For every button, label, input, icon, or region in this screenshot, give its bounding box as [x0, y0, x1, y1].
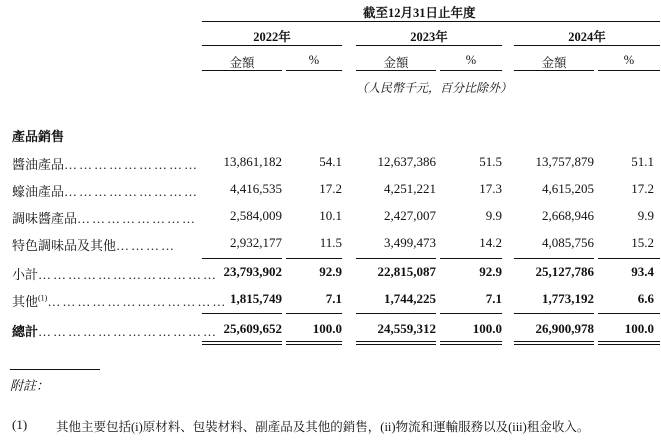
- col-pct-2024: %: [623, 53, 635, 67]
- year-2024-rule: [514, 45, 660, 46]
- value-2022: 1,815,749: [230, 291, 282, 306]
- total-double-rule-2024-amount: [514, 341, 594, 345]
- value-2022: 25,609,652: [223, 321, 282, 336]
- value-2023: 2,427,007: [384, 208, 436, 223]
- total-rule-2023-pct: [440, 313, 502, 314]
- year-2024-heading: 2024年: [568, 30, 606, 44]
- subtotal-rule-2023-amount: [356, 258, 436, 259]
- pct-2022: 7.1: [325, 291, 342, 306]
- notes-separator: [10, 369, 100, 370]
- value-2023: 1,744,225: [384, 291, 436, 306]
- total-rule-2024-pct: [598, 313, 660, 314]
- pct-2023: 92.9: [479, 264, 502, 279]
- total-double-rule-2023-amount: [356, 341, 436, 345]
- col-rule-amount-2024: [514, 70, 594, 71]
- col-rule-pct-2022: [286, 70, 342, 71]
- total-rule-2023-amount: [356, 313, 436, 314]
- pct-2023: 14.2: [479, 235, 502, 250]
- value-2023: 4,251,221: [384, 181, 436, 196]
- pct-2022: 92.9: [319, 264, 342, 279]
- year-2022-rule: [202, 45, 342, 46]
- row-label: 特色調味品及其他…………: [12, 238, 177, 253]
- pct-2023: 17.3: [479, 181, 502, 196]
- col-pct-2023: %: [465, 53, 477, 67]
- pct-2022: 17.2: [319, 181, 342, 196]
- total-rule-2024-amount: [514, 313, 594, 314]
- pct-2023: 51.5: [479, 154, 502, 169]
- col-amount-2022: 金額: [229, 56, 255, 70]
- subtotal-rule-2024-amount: [514, 258, 594, 259]
- value-2022: 23,793,902: [223, 264, 282, 279]
- pct-2024: 9.9: [637, 208, 654, 223]
- pct-2024: 100.0: [624, 321, 654, 336]
- col-pct-2022: %: [308, 53, 320, 67]
- row-label: 調味醬產品……………………: [12, 211, 198, 226]
- subtotal-rule-2022-pct: [286, 258, 342, 259]
- period-heading: 截至12月31日止年度: [363, 6, 476, 20]
- pct-2023: 9.9: [485, 208, 502, 223]
- row-label: 醬油產品………………………: [12, 157, 200, 172]
- pct-2022: 11.5: [319, 235, 342, 250]
- pct-2024: 93.4: [631, 264, 654, 279]
- value-2024: 26,900,978: [535, 321, 594, 336]
- value-2023: 3,499,473: [384, 235, 436, 250]
- col-rule-amount-2023: [356, 70, 436, 71]
- pct-2022: 100.0: [312, 321, 342, 336]
- note-marker: (1): [12, 417, 28, 432]
- value-2023: 24,559,312: [377, 321, 436, 336]
- col-rule-pct-2023: [440, 70, 502, 71]
- pct-2023: 100.0: [472, 321, 502, 336]
- subtotal-rule-2024-pct: [598, 258, 660, 259]
- value-2022: 2,584,009: [230, 208, 282, 223]
- col-rule-amount-2022: [202, 70, 282, 71]
- value-2024: 1,773,192: [542, 291, 594, 306]
- value-2022: 4,416,535: [230, 181, 282, 196]
- footnote-marker: (1): [38, 293, 48, 303]
- total-double-rule-2022-amount: [202, 341, 282, 345]
- pct-2024: 6.6: [637, 291, 654, 306]
- col-amount-2024: 金額: [541, 56, 567, 70]
- pct-2024: 51.1: [631, 154, 654, 169]
- pct-2023: 7.1: [485, 291, 502, 306]
- value-2022: 13,861,182: [223, 154, 282, 169]
- period-rule: [202, 21, 660, 22]
- value-2024: 4,085,756: [542, 235, 594, 250]
- pct-2024: 17.2: [631, 181, 654, 196]
- col-amount-2023: 金額: [383, 56, 409, 70]
- year-2023-heading: 2023年: [410, 30, 448, 44]
- subtotal-rule-2023-pct: [440, 258, 502, 259]
- section-title: 產品銷售: [12, 129, 65, 144]
- row-label: 小計………………………………: [12, 267, 219, 282]
- total-double-rule-2023-pct: [440, 341, 502, 345]
- value-2024: 25,127,786: [535, 264, 594, 279]
- row-label: 蠔油產品………………………: [12, 184, 200, 199]
- value-2024: 13,757,879: [535, 154, 594, 169]
- value-2022: 2,932,177: [230, 235, 282, 250]
- notes-title: 附註：: [10, 378, 50, 393]
- unit-note: （人民幣千元，百分比除外）: [356, 81, 513, 95]
- year-2022-heading: 2022年: [253, 30, 291, 44]
- year-2023-rule: [356, 45, 502, 46]
- pct-2022: 54.1: [319, 154, 342, 169]
- pct-2024: 15.2: [631, 235, 654, 250]
- subtotal-rule-2022-amount: [202, 258, 282, 259]
- note-text: 其他主要包括(i)原材料、包裝材料、副產品及其他的銷售，(ii)物流和運輸服務以及(iii)租金收入。: [56, 420, 590, 434]
- total-rule-2022-pct: [286, 313, 342, 314]
- row-label: 總計………………………………: [12, 324, 219, 339]
- value-2023: 12,637,386: [377, 154, 436, 169]
- value-2024: 2,668,946: [542, 208, 594, 223]
- row-label: 其他$^{(1)}$………………………………: [12, 293, 228, 309]
- value-2023: 22,815,087: [377, 264, 436, 279]
- total-double-rule-2024-pct: [598, 341, 660, 345]
- col-rule-pct-2024: [598, 70, 660, 71]
- total-rule-2022-amount: [202, 313, 282, 314]
- total-double-rule-2022-pct: [286, 341, 342, 345]
- pct-2022: 10.1: [319, 208, 342, 223]
- value-2024: 4,615,205: [542, 181, 594, 196]
